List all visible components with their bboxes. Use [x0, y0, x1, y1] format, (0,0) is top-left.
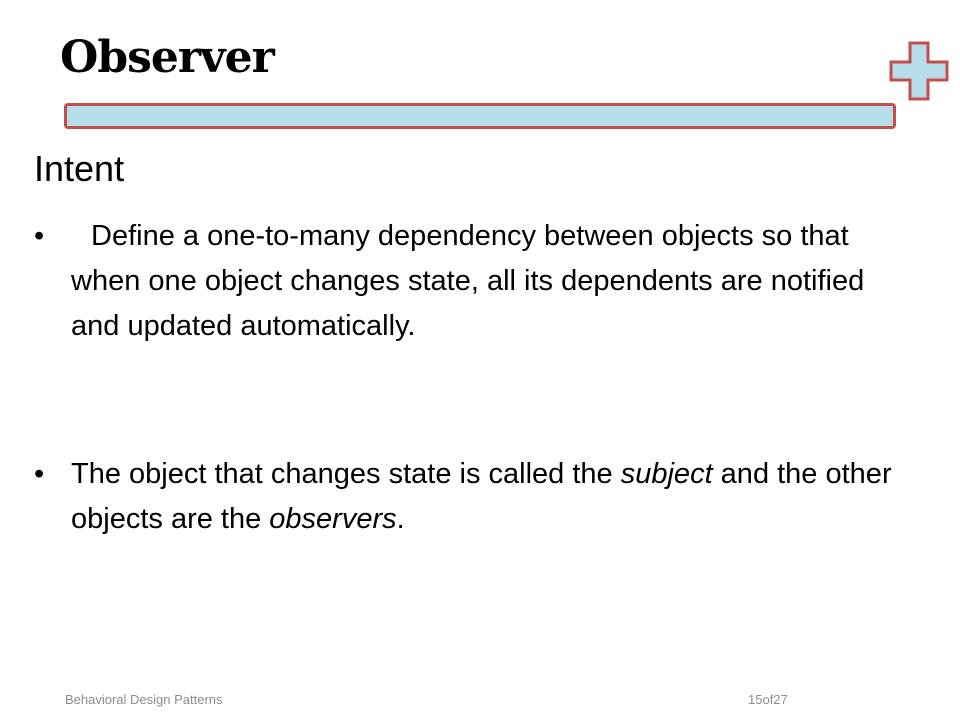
- bullet-item: [34, 214, 914, 349]
- title-underline-bar: [64, 103, 896, 129]
- bullet-text-segment: .: [396, 503, 405, 535]
- bullet-marker: •: [34, 220, 45, 252]
- slide-title: Observer: [60, 32, 274, 83]
- bullet-text: [71, 452, 914, 542]
- bullet-item: [34, 452, 914, 542]
- plus-icon: [888, 40, 950, 102]
- bullet-text-segment: and the other objects are the: [71, 458, 892, 535]
- slide-number: 15of27: [748, 692, 788, 707]
- bullet-text-emphasis: subject: [620, 458, 713, 490]
- bullet-text-emphasis: observers: [269, 503, 397, 535]
- section-heading: Intent: [34, 148, 125, 189]
- footer-title: Behavioral Design Patterns: [65, 692, 223, 707]
- bullet-marker: •: [34, 458, 45, 490]
- bullet-text: Define a one-to-many dependency between objects so that when one object changes state, all its dependents are notified and updated automatically.: [71, 220, 865, 342]
- bullet-text-segment: The object that changes state is called the: [71, 458, 621, 490]
